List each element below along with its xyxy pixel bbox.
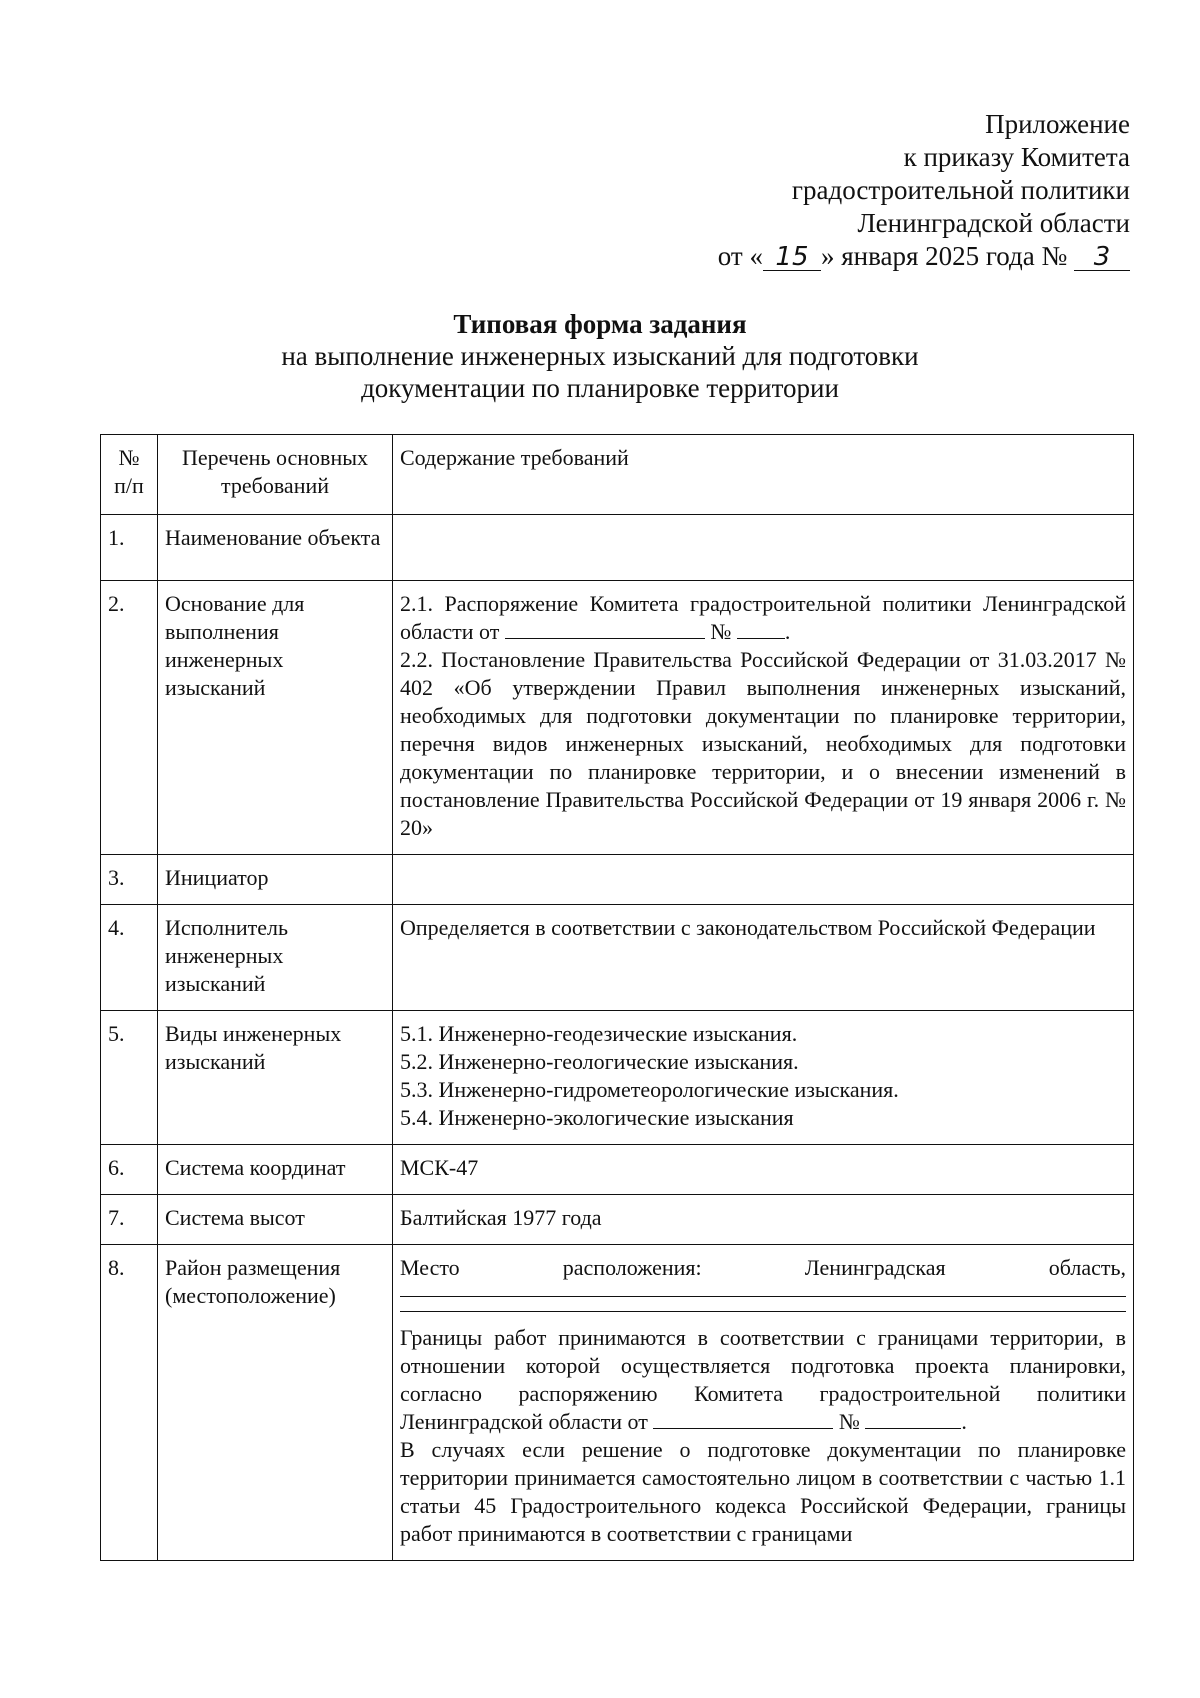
table-row <box>101 1245 1134 1561</box>
table-row <box>101 1195 1134 1245</box>
boundaries-suffix: . <box>961 1409 967 1434</box>
row-name: Система высот <box>158 1195 393 1245</box>
row-num: 3. <box>101 855 158 905</box>
row-content <box>393 515 1134 581</box>
row-content: МСК-47 <box>393 1145 1134 1195</box>
row-num: 1. <box>101 515 158 581</box>
table-row <box>101 581 1134 855</box>
document-title <box>0 308 1200 404</box>
row-num: 8. <box>101 1245 158 1561</box>
boundaries-no: № <box>838 1409 860 1434</box>
title-line3: документации по планировке территории <box>361 373 839 403</box>
order-number-handwritten: 3 <box>1074 244 1130 271</box>
appendix-header <box>430 108 1130 273</box>
row-num: 4. <box>101 905 158 1011</box>
basis-order-suffix: . <box>784 619 791 644</box>
table-row <box>101 905 1134 1011</box>
boundaries-clause <box>400 1324 1126 1436</box>
row-name: Исполнитель инженерных изысканий <box>158 905 393 1011</box>
header-content: Содержание требований <box>393 435 1134 515</box>
cases-clause: В случаях если решение о подготовке документации по планировке территории принимается самостоятельно лицом в соответствии с частью 1.1 статьи 45 Градостроительного кодекса Российской Федерации, границы работ принимаются в соответствии с границами <box>400 1437 1126 1546</box>
row-name: Основание для выполнения инженерных изысканий <box>158 581 393 855</box>
appendix-order-ref: к приказу Комитета <box>903 142 1130 172</box>
blank-date-field <box>505 618 705 639</box>
row-name: Виды инженерных изысканий <box>158 1011 393 1145</box>
row-content <box>393 1011 1134 1145</box>
location-line: Место расположения: Ленинградская область, <box>400 1255 1126 1280</box>
row-num: 7. <box>101 1195 158 1245</box>
row-name: Система координат <box>158 1145 393 1195</box>
appendix-title: Приложение <box>985 109 1130 139</box>
survey-type-item: 5.1. Инженерно-геодезические изыскания. <box>400 1021 798 1046</box>
row-name: Наименование объекта <box>158 515 393 581</box>
row-num: 5. <box>101 1011 158 1145</box>
appendix-date-line <box>430 240 1130 273</box>
table-header-row <box>101 435 1134 515</box>
basis-order-no: № <box>710 619 732 644</box>
appendix-region: Ленинградской области <box>857 208 1130 238</box>
blank-date-field <box>653 1408 833 1429</box>
row-content <box>393 1245 1134 1561</box>
row-name: Инициатор <box>158 855 393 905</box>
title-line2: на выполнение инженерных изысканий для подготовки <box>281 341 919 371</box>
requirements-table <box>100 434 1134 1561</box>
row-name: Район размещения (местоположение) <box>158 1245 393 1561</box>
row-content <box>393 855 1134 905</box>
row-content: Определяется в соответствии с законодательством Российской Федерации <box>393 905 1134 1011</box>
appendix-committee: градостроительной политики <box>791 175 1130 205</box>
row-content <box>393 581 1134 855</box>
date-prefix: от « <box>717 241 763 271</box>
blank-location-line <box>400 1307 1126 1312</box>
boundaries-text: Границы работ принимаются в соответствии с границами территории, в отношении которой осуществляется подготовка проекта планировки, согласно распоряжению Комитета градостроительной политики Ленинградской области от <box>400 1325 1126 1434</box>
survey-type-item: 5.4. Инженерно-экологические изыскания <box>400 1105 794 1130</box>
survey-type-item: 5.3. Инженерно-гидрометеорологические изыскания. <box>400 1077 899 1102</box>
basis-order-text: 2.1. Распоряжение Комитета градостроительной политики Ленинградской области от <box>400 591 1126 644</box>
row-content: Балтийская 1977 года <box>393 1195 1134 1245</box>
date-day-handwritten: 15 <box>763 244 821 271</box>
basis-regulation-clause: 2.2. Постановление Правительства Российской Федерации от 31.03.2017 № 402 «Об утверждении Правил выполнения инженерных изысканий, необходимых для подготовки документации по планировке территории, перечня видов инженерных изысканий, необходимых для подготовки документации по планировке территории, и о внесении изменений в постановление Правительства Российской Федерации от 19 января 2006 г. № 20» <box>400 647 1126 840</box>
header-requirements: Перечень основных требований <box>158 435 393 515</box>
header-num: № п/п <box>101 435 158 515</box>
row-num: 6. <box>101 1145 158 1195</box>
row-num: 2. <box>101 581 158 855</box>
survey-type-item: 5.2. Инженерно-геологические изыскания. <box>400 1049 799 1074</box>
blank-number-field <box>865 1408 961 1429</box>
date-middle: » января 2025 года № <box>820 241 1068 271</box>
blank-number-field <box>737 618 785 639</box>
title-bold: Типовая форма задания <box>453 309 747 339</box>
table-row <box>101 1145 1134 1195</box>
table-row <box>101 515 1134 581</box>
table-row <box>101 855 1134 905</box>
basis-order-clause <box>400 590 1126 646</box>
table-row <box>101 1011 1134 1145</box>
blank-location-line <box>400 1284 1126 1297</box>
